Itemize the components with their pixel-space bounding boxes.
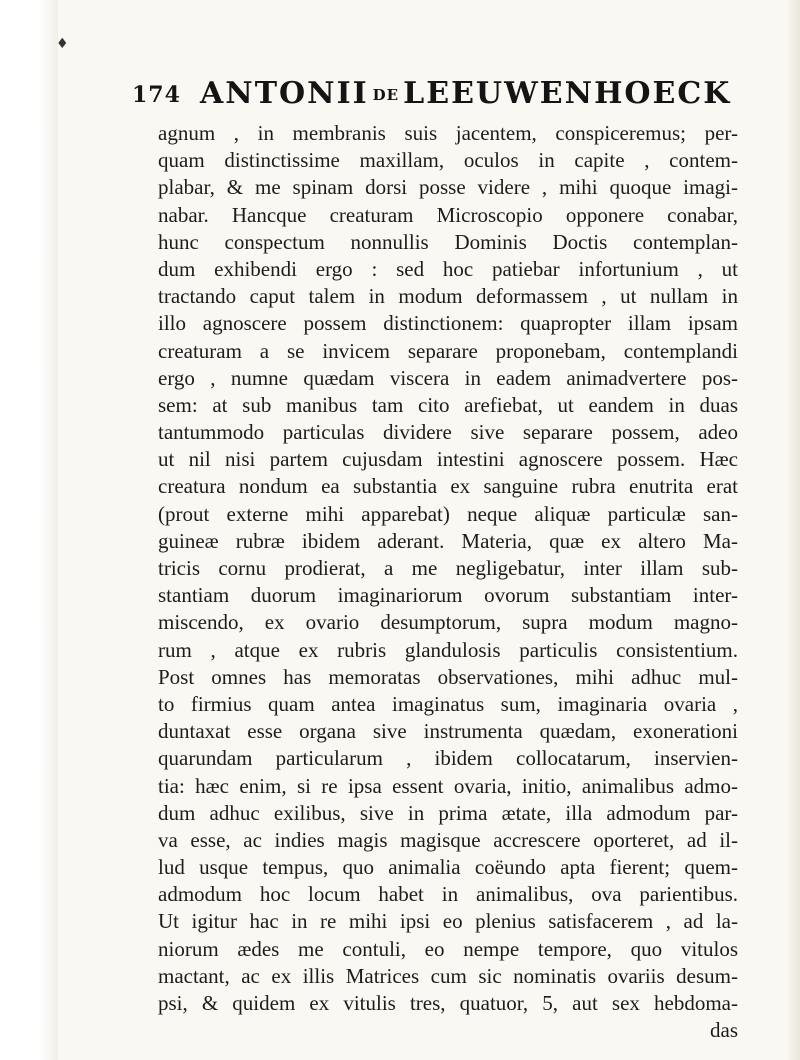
text-line: miscendo, ex ovario desumptorum, supra modum magno- [158, 610, 738, 635]
text-line: to firmius quam antea imaginatus sum, imaginaria ovaria , [158, 691, 738, 716]
page-edge-right [786, 0, 800, 1060]
text-line: niorum ædes me contuli, eo nempe tempore, quo vitulos [158, 936, 738, 961]
text-line: plabar, & me spinam dorsi posse videre , mihi quoque imagi- [158, 175, 738, 200]
running-title-author-last: LEEUWENHOECK [403, 76, 732, 111]
text-line: hunc conspectum nonnullis Dominis Doctis contemplan- [158, 229, 738, 254]
text-line: Ut igitur hac in re mihi ipsi eo plenius satisfacerem , ad la- [158, 909, 738, 934]
page-number: 174 [132, 82, 181, 108]
text-line: duntaxat esse organa sive instrumenta quædam, exonerationi [158, 719, 738, 744]
text-line: va esse, ac indies magis magisque accrescere oporteret, ad il- [158, 827, 738, 852]
page-edge-left [0, 0, 58, 1060]
text-line: (prout externe mihi apparebat) neque aliquæ particulæ san- [158, 501, 738, 526]
text-line: dum adhuc exilibus, sive in prima ætate, illa admodum par- [158, 800, 738, 825]
text-line: illo agnoscere possem distinctionem: quapropter illam ipsam [158, 311, 738, 336]
running-title [200, 76, 731, 111]
text-line: Post omnes has memoratas observationes, mihi adhuc mul- [158, 664, 738, 689]
text-line: ergo , numne quædam viscera in eadem animadvertere pos- [158, 365, 738, 390]
text-line: creatura nondum ea substantia ex sanguine rubra enutrita erat [158, 474, 738, 499]
text-line: admodum hoc locum habet in animalibus, ova parientibus. [158, 882, 738, 907]
text-line: tractando caput talem in modum deformassem , ut nullam in [158, 284, 738, 309]
text-line: tricis cornu prodierat, a me negligebatur, inter illam sub- [158, 556, 738, 580]
ornament-mark: ♦ [56, 36, 69, 52]
text-line: lud usque tempus, quo animalia coëundo apta fierent; quem- [158, 855, 738, 880]
text-line: quam distinctissime maxillam, oculos in capite , contem- [158, 148, 738, 173]
text-line: ut nil nisi partem cujusdam intestini agnoscere possem. Hæc [158, 447, 738, 472]
text-line: guineæ rubræ ibidem aderant. Materia, quæ ex altero Ma- [158, 528, 738, 553]
text-line: quarundam particularum , ibidem collocatarum, inservien- [158, 746, 738, 771]
text-line: mactant, ac ex illis Matrices cum sic nominatis ovariis desum- [158, 963, 738, 988]
body-text [158, 120, 738, 1044]
catchword: das [710, 1018, 738, 1043]
text-line: stantiam duorum imaginariorum ovorum substantiam inter- [158, 583, 738, 608]
text-line: tia: hæc enim, si re ipsa essent ovaria, initio, animalibus admo- [158, 773, 738, 798]
text-line: nabar. Hancque creaturam Microscopio opponere conabar, [158, 202, 738, 227]
running-title-author-first: ANTONII [200, 76, 369, 111]
text-line: tantummodo particulas dividere sive separare possem, adeo [158, 420, 738, 445]
text-line: sem: at sub manibus tam cito arefiebat, ut eandem in duas [158, 392, 738, 417]
running-title-particle: DE [372, 86, 400, 104]
running-head [0, 76, 800, 116]
text-line: rum , atque ex rubris glandulosis particulis consistentium. [158, 637, 738, 662]
text-line: psi, & quidem ex vitulis tres, quatuor, 5, aut sex hebdoma- [158, 991, 738, 1015]
text-line: dum exhibendi ergo : sed hoc patiebar infortunium , ut [158, 256, 738, 281]
text-line: creaturam a se invicem separare proponebam, contemplandi [158, 338, 738, 363]
text-line: agnum , in membranis suis jacentem, conspiceremus; per- [158, 121, 738, 145]
